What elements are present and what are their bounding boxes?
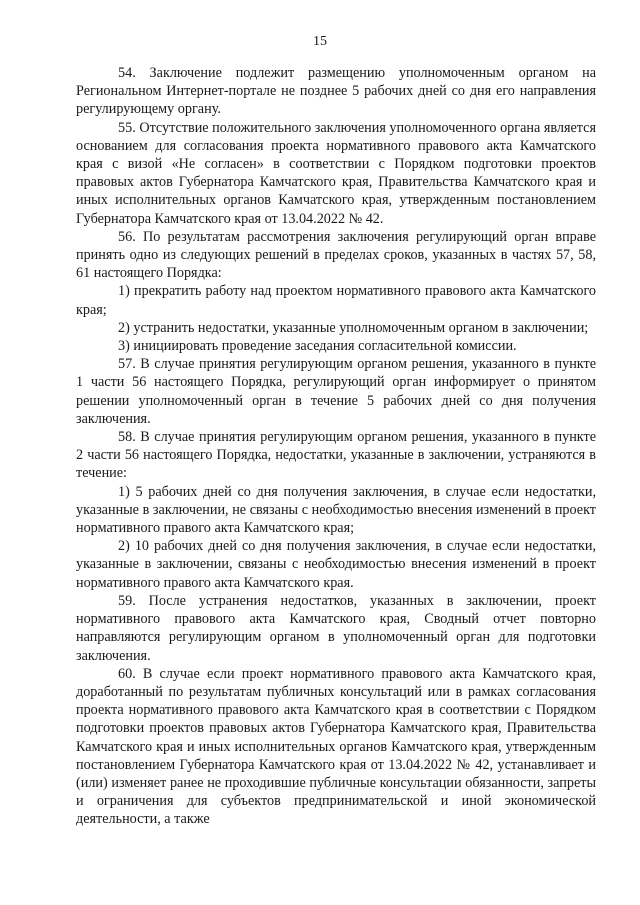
paragraph-58: 58. В случае принятия регулирующим органом решения, указанного в пункте 2 части 56 настоящего Порядка, недостатки, указанные в заключении, устраняются в течение:	[76, 429, 596, 482]
paragraph-58-item-2: 2) 10 рабочих дней со дня получения заключения, в случае если недостатки, указанные в заключении, связаны с необходимостью внесения изменений в проект нормативного правого акта Камчатского края.	[76, 538, 596, 591]
paragraph-55: 55. Отсутствие положительного заключения уполномоченного органа является основанием для согласования проекта нормативного правового акта Камчатского края с визой «Не согласен» в соответствии с Порядком подготовки проектов правовых актов Губернатора Камчатского края, Правительства Камчатского края и иных исполнительных органов Камчатского края, утвержденным постановлением Губернатора Камчатского края от 13.04.2022 № 42.	[76, 119, 596, 227]
paragraph-54: 54. Заключение подлежит размещению уполномоченным органом на Региональном Интернет-портале не позднее 5 рабочих дней со дня его направления регулирующему органу.	[76, 65, 596, 118]
paragraph-56-item-1: 1) прекратить работу над проектом нормативного правового акта Камчатского края;	[76, 283, 596, 318]
paragraph-56: 56. По результатам рассмотрения заключения регулирующий орган вправе принять одно из следующих решений в пределах сроков, указанных в частях 57, 58, 61 настоящего Порядка:	[76, 228, 596, 282]
paragraph-57: 57. В случае принятия регулирующим органом решения, указанного в пункте 1 части 56 настоящего Порядка, регулирующий орган информирует о принятом решении уполномоченный орган в течение 5 рабочих дней со дня получения заключения.	[76, 356, 596, 427]
paragraph-56-item-3: 3) инициировать проведение заседания согласительной комиссии.	[118, 338, 517, 355]
page-number: 15	[313, 34, 327, 49]
paragraph-59: 59. После устранения недостатков, указанных в заключении, проект нормативного правового акта Камчатского края, Сводный отчет повторно направляются регулирующим органом в уполномоченный орган для подготовки заключения.	[76, 592, 596, 664]
document-body	[76, 64, 596, 829]
paragraph-56-item-2: 2) устранить недостатки, указанные уполномоченным органом в заключении;	[118, 319, 589, 336]
paragraph-60: 60. В случае если проект нормативного правового акта Камчатского края, доработанный по результатам публичных консультаций или в рамках согласования проекта нормативного правового акта Камчатского края в соответствии с Порядком подготовки проектов правовых актов Губернатора Камчатского края, Правительства Камчатского края и иных исполнительных органов Камчатского края, утвержденным постановлением Губернатора Камчатского края от 13.04.2022 № 42, устанавливает и (или) изменяет ранее не проходившие публичные консультации обязанности, запреты и ограничения для субъектов предпринимательской и иной экономической деятельности, а также	[76, 665, 596, 828]
paragraph-58-item-1: 1) 5 рабочих дней со дня получения заключения, в случае если недостатки, указанные в заключении, не связаны с необходимостью внесения изменений в проект нормативного правого акта Камчатского края;	[76, 483, 596, 537]
